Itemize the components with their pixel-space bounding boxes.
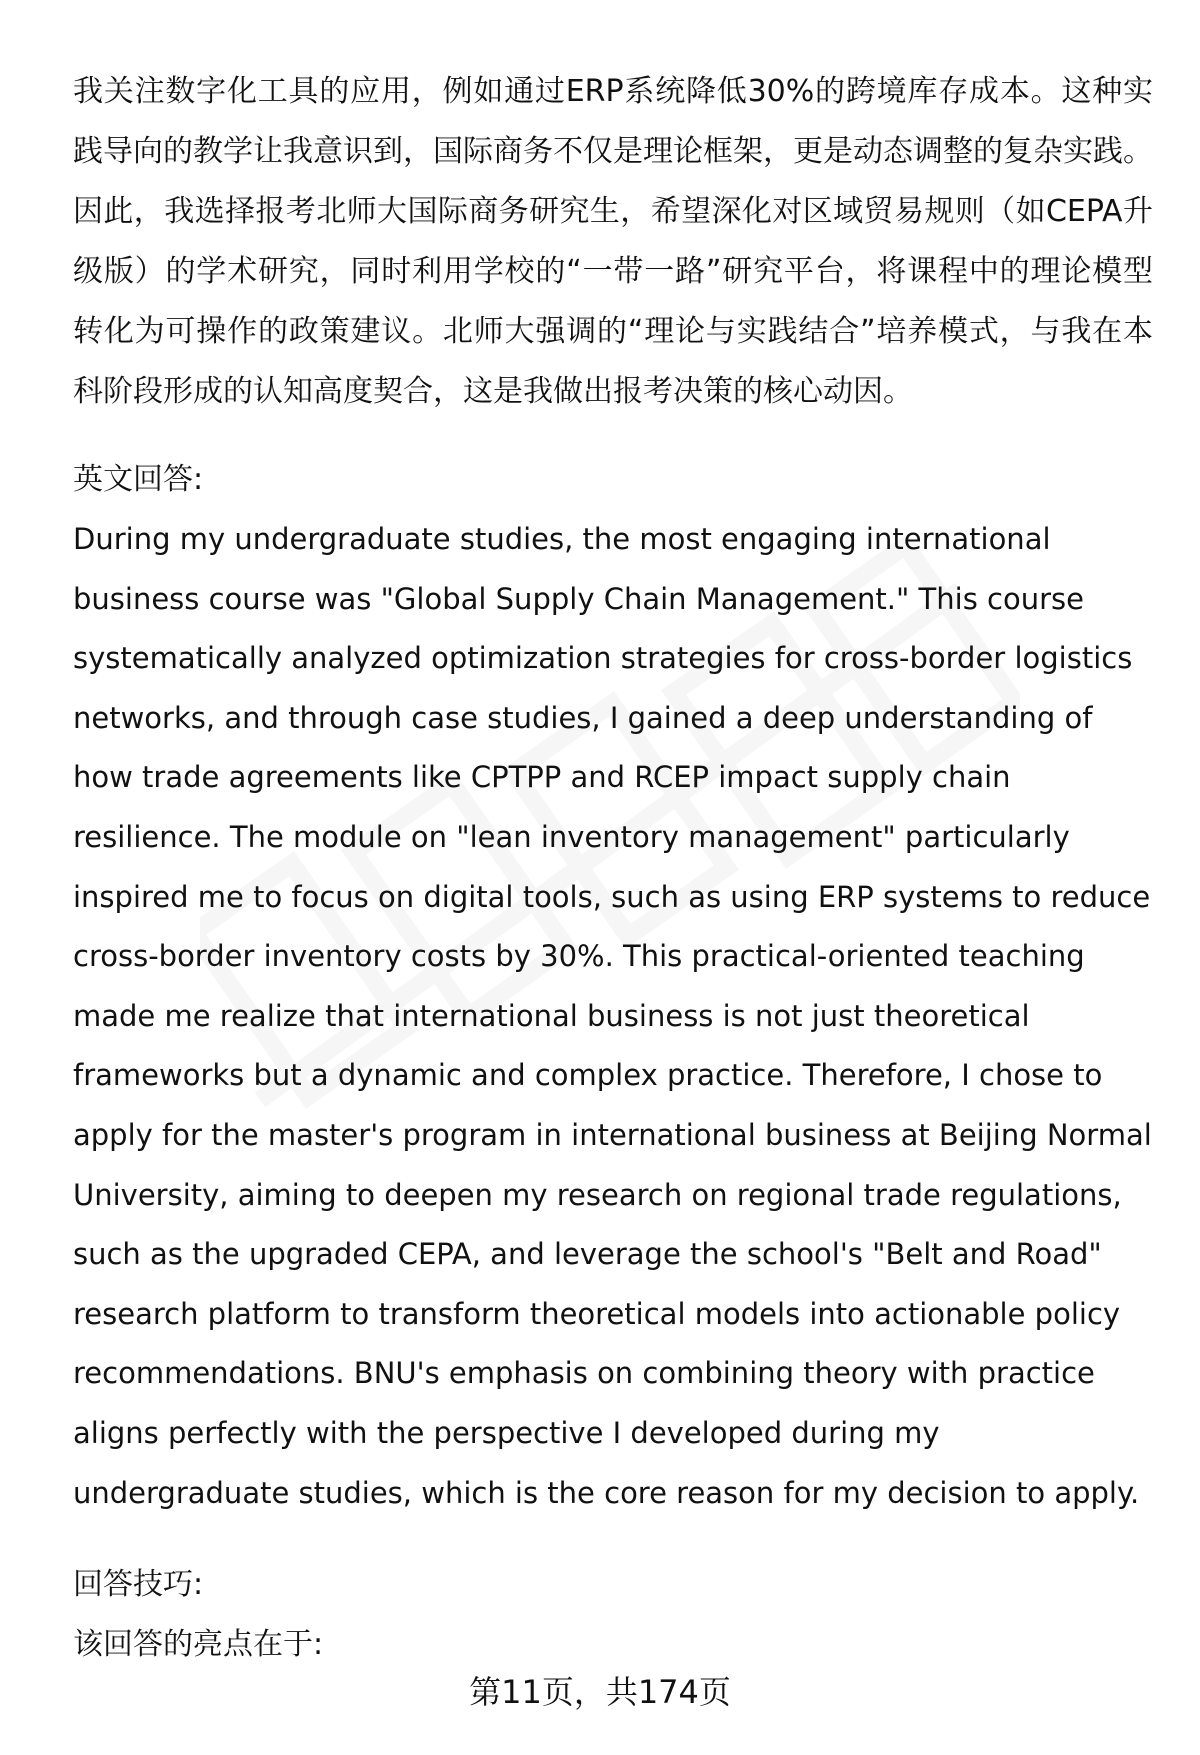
english-answer-label: 英文回答: — [73, 462, 204, 497]
tips-label: 回答技巧: — [73, 1567, 204, 1603]
english-answer-paragraph: During my undergraduate studies, the most engaging international business course was "Global Supply Chain Management." This course systematically analyzed optimization strategies for cross-border logistics networks, and through case studies, I gained a deep understanding of how trade agreements like CPTPP and RCEP impact supply chain resilience. The module on "lean inventory management" particularly inspired me to focus on digital tools, such as using ERP systems to reduce cross-border inventory costs by 30%. This practical-oriented teaching made me realize that international business is not just theoretical frameworks but a dynamic and complex practice. Therefore, I chose to apply for the master's program in international business at Beijing Normal University, aiming to deepen my research on regional trade regulations, such as the upgraded CEPA, and leverage the school's "Belt and Road" research platform to transform theoretical models into actionable policy recommendations. BNU's emphasis on combining theory with practice aligns perfectly with the perspective I developed during my undergraduate studies, which is the core reason for my decision to apply. — [73, 522, 1152, 1510]
document-page — [73, 62, 1153, 1675]
chinese-answer-paragraph: 我关注数字化工具的应用，例如通过ERP系统降低30%的跨境库存成本。这种实践导向的教学让我意识到，国际商务不仅是理论框架，更是动态调整的复杂实践。因此，我选择报考北师大国际商务研究生，希望深化对区域贸易规则（如CEPA升级版）的学术研究，同时利用学校的“一带一路”研究平台，将课程中的理论模型转化为可操作的政策建议。北师大强调的“理论与实践结合”培养模式，与我在本科阶段形成的认知高度契合，这是我做出报考决策的核心动因。 — [73, 74, 1153, 409]
highlights-label: 该回答的亮点在于: — [73, 1627, 324, 1663]
page-indicator: 第11页，共174页 — [469, 1673, 731, 1711]
